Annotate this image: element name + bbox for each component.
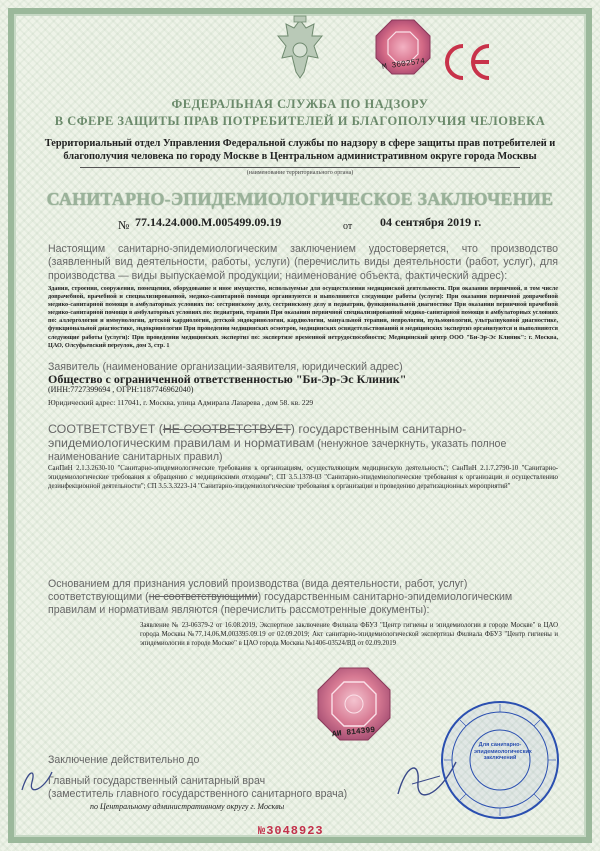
basis-part2: ) государственным санитарно-эпидемиологическим правилам и нормативам являются (48, 591, 513, 617)
agency-line-1: ФЕДЕРАЛЬНАЯ СЛУЖБА ПО НАДЗОРУ (171, 97, 429, 111)
basis-note: (перечислить рассмотренные документы): (220, 604, 430, 617)
chief-district: по Центральному административному округу г. Москвы (90, 802, 285, 811)
mid-hologram-serial: АИ 814399 (331, 725, 376, 740)
conformity-statement (48, 423, 558, 464)
basis-statement (48, 578, 558, 618)
applicant-ids: (ИНН:7727399694 , ОГРН:1187746962040) (48, 385, 194, 394)
chief-title-line2: (заместитель главного государственного санитарного врача) (48, 788, 348, 800)
territorial-department: Территориальный отдел Управления Федеральной службы по надзору в сфере защиты прав потребителей и благополучия человека по городу Москве в Центральном административном округе города Москвы (44, 138, 556, 162)
date-prefix: от (343, 221, 353, 232)
chief-title-line1: Главный государственный санитарный врач (48, 775, 266, 787)
conformity-struck: НЕ СООТВЕТСТВУЕТ (162, 422, 291, 436)
certificate-date: 04 сентября 2019 г. (380, 215, 482, 229)
basis-part1: Основанием для признания условий производства (вида деятельности, работ, услуг) соответствующими ( (48, 578, 468, 604)
seal-text: Для санитарно-эпидемиологических заключений (474, 742, 532, 761)
signature-mark (18, 760, 58, 800)
document-title: САНИТАРНО-ЭПИДЕМИОЛОГИЧЕСКОЕ ЗАКЛЮЧЕНИЕ (46, 189, 554, 209)
divider (80, 167, 520, 168)
activity-scope: Здания, строения, сооружения, помещения, оборудование и иное имущество, используемые для осуществления медицинской деятельности. При оказании первичной, в том числе доврачебной, врачебной и специализированной, медико-санитарной помощи организуются и выполняются следующие работы (услуги): При оказании первичной доврачебной медико-санитарной помощи в амбулаторных условиях по: сестринскому делу, сестринскому делу в педиатрии, функциональной диагностике При оказании первичной врачебной медико-санитарной помощи в амбулаторных условиях по: педиатрии, терапии При оказании первичной специализированной медико-санитарной помощи в амбулаторных условиях по: аллергологии и иммунологии, детской кардиологии, детской эндокринологии, кардиологии, мануальной терапии, неврологии, пульмонологии, ультразвуковой диагностике, функциональной диагностике, эндокринологии При проведении медицинских осмотров, медицинских освидетельствований и медицинских экспертиз организуются и выполняются следующие работы (услуги): При проведении медицинских экспертиз по: экспертизе временной нетрудоспособности; Медицинский центр ООО "Би-Эр-Эс Клиник": г. Москва, ЦАО, Олсуфьевский переулок, дом 3, стр. 1 (48, 285, 558, 349)
sanitary-logo-icon (437, 40, 501, 84)
applicant-address: Юридический адрес: 117041, г. Москва, улица Адмирала Лазарева , дом 58. кв. 229 (48, 398, 314, 407)
lead-text: Настоящим санитарно-эпидемиологическим заключением удостоверяется, что производство (заявленный вид деятельности, работы, услуги) (перечислить виды деятельности (работ, услуг), для производства — виды выпускаемой продукции; наименование объекта, фактический адрес): (48, 243, 558, 282)
coat-of-arms-emblem (270, 14, 330, 84)
conformity-part1: СООТВЕТСТВУЕТ ( (48, 422, 163, 436)
validity-label: Заключение действительно до (48, 754, 200, 766)
official-seal-icon (438, 698, 562, 822)
applicant-name: Общество с ограниченной ответственностью "Би-Эр-Эс Клиник" (48, 372, 407, 386)
number-prefix: № (118, 218, 130, 232)
certificate-number: 77.14.24.000.М.005499.09.19 (135, 215, 282, 229)
conformity-note: (ненужное зачеркнуть, указать полное наименование санитарных правил) (48, 438, 507, 463)
agency-line-2: В СФЕРЕ ЗАЩИТЫ ПРАВ ПОТРЕБИТЕЛЕЙ И БЛАГОПОЛУЧИЯ ЧЕЛОВЕКА (54, 114, 546, 128)
basis-struck: не соответствующими (148, 591, 258, 604)
applicant-label: Заявитель (наименование организации-заявителя, юридический адрес) (48, 361, 403, 373)
department-caption: (наименование территориального органа) (246, 170, 354, 176)
blank-number: №3048923 (258, 824, 324, 838)
top-hologram-serial: M 3602574 (381, 57, 426, 72)
conformity-part2: ) государственным санитарно-эпидемиологическим правилам и нормативам (48, 422, 467, 450)
basis-documents: Заявление № 23-06379-2 от 16.08.2019, Экспертное заключение Филиала ФБУЗ "Центр гигиены и эпидемиологии в городе Москве" в ЦАО города Москвы №77.14.06.М.003395.09.19 от 02.09.2019; Акт санитарно-эпидемиологической экспертизы Филиала ФБУЗ "Центр гигиены и эпидемиологии в городе Москве" в ЦАО города Москвы №1406-03524/ВД от 02.09.2019 (140, 622, 558, 647)
sanitary-norms: СанПиН 2.1.3.2630-10 "Санитарно-эпидемиологические требования к организациям, осуществляющим медицинскую деятельность"; СанПиН 2.1.7.2790-10 "Санитарно-эпидемиологические требования к обращению с медицинскими отходами"; СП 3.5.1378-03 "Санитарно-эпидемиологические требования к организации и осуществлению дезинфекционной деятельности"; СП 3.5.3.3223-14 "Санитарно-эпидемиологические требования к организации и проведению дератизационных мероприятий" (48, 465, 558, 490)
